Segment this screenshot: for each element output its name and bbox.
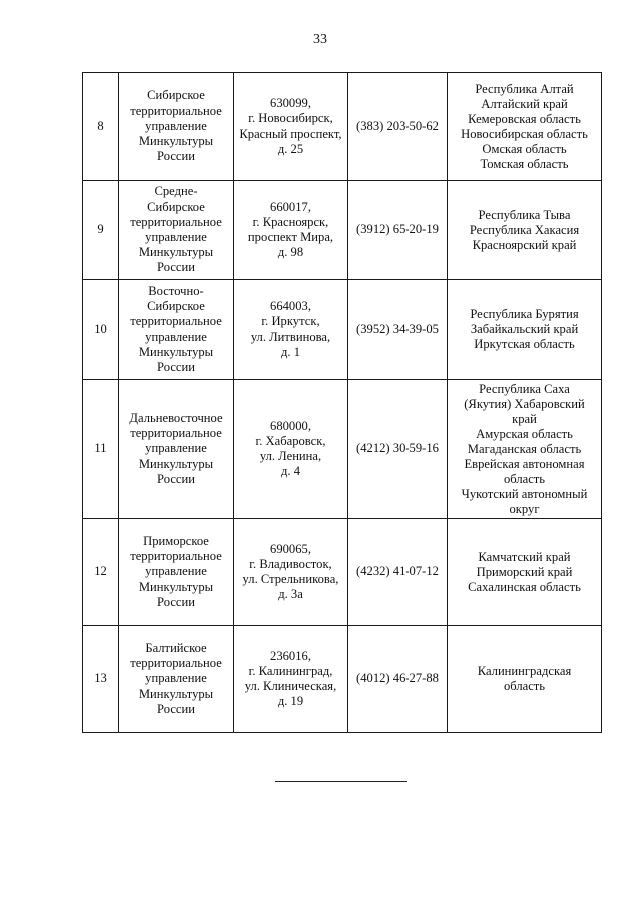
office-regions: Камчатский край Приморский край Сахалинская область	[448, 519, 602, 626]
table-row	[83, 73, 602, 181]
row-number: 9	[83, 181, 119, 280]
table-row	[83, 181, 602, 280]
office-address: 690065, г. Владивосток, ул. Стрельникова, д. 3а	[234, 519, 348, 626]
office-name: Сибирское территориальное управление Минкультуры России	[119, 73, 234, 181]
row-number: 8	[83, 73, 119, 181]
table-row	[83, 626, 602, 733]
row-number: 12	[83, 519, 119, 626]
page-number: 33	[313, 32, 327, 47]
office-address: 660017, г. Красноярск, проспект Мира, д. 98	[234, 181, 348, 280]
office-address: 236016, г. Калининград, ул. Клиническая, д. 19	[234, 626, 348, 733]
row-number: 13	[83, 626, 119, 733]
office-phone: (3912) 65-20-19	[348, 181, 448, 280]
table-row	[83, 519, 602, 626]
office-regions: Республика Бурятия Забайкальский край Иркутская область	[448, 280, 602, 380]
office-regions: Калининградская область	[448, 626, 602, 733]
office-phone: (383) 203-50-62	[348, 73, 448, 181]
office-phone: (4012) 46-27-88	[348, 626, 448, 733]
office-phone: (4232) 41-07-12	[348, 519, 448, 626]
territorial-offices-table	[82, 72, 602, 733]
office-address: 630099, г. Новосибирск, Красный проспект, д. 25	[234, 73, 348, 181]
office-name: Дальневосточное территориальное управление Минкультуры России	[119, 380, 234, 519]
office-name: Балтийское территориальное управление Минкультуры России	[119, 626, 234, 733]
row-number: 11	[83, 380, 119, 519]
office-regions: Республика Саха (Якутия) Хабаровский край Амурская область Магаданская область Еврейская автономная область Чукотский автономный округ	[448, 380, 602, 519]
table-row	[83, 380, 602, 519]
row-number: 10	[83, 280, 119, 380]
office-address: 664003, г. Иркутск, ул. Литвинова, д. 1	[234, 280, 348, 380]
office-regions: Республика Тыва Республика Хакасия Красноярский край	[448, 181, 602, 280]
end-divider	[275, 781, 407, 782]
office-address: 680000, г. Хабаровск, ул. Ленина, д. 4	[234, 380, 348, 519]
table-row	[83, 280, 602, 380]
office-phone: (3952) 34-39-05	[348, 280, 448, 380]
office-name: Восточно- Сибирское территориальное управление Минкультуры России	[119, 280, 234, 380]
office-name: Средне- Сибирское территориальное управление Минкультуры России	[119, 181, 234, 280]
office-regions: Республика Алтай Алтайский край Кемеровская область Новосибирская область Омская область Томская область	[448, 73, 602, 181]
office-phone: (4212) 30-59-16	[348, 380, 448, 519]
office-name: Приморское территориальное управление Минкультуры России	[119, 519, 234, 626]
